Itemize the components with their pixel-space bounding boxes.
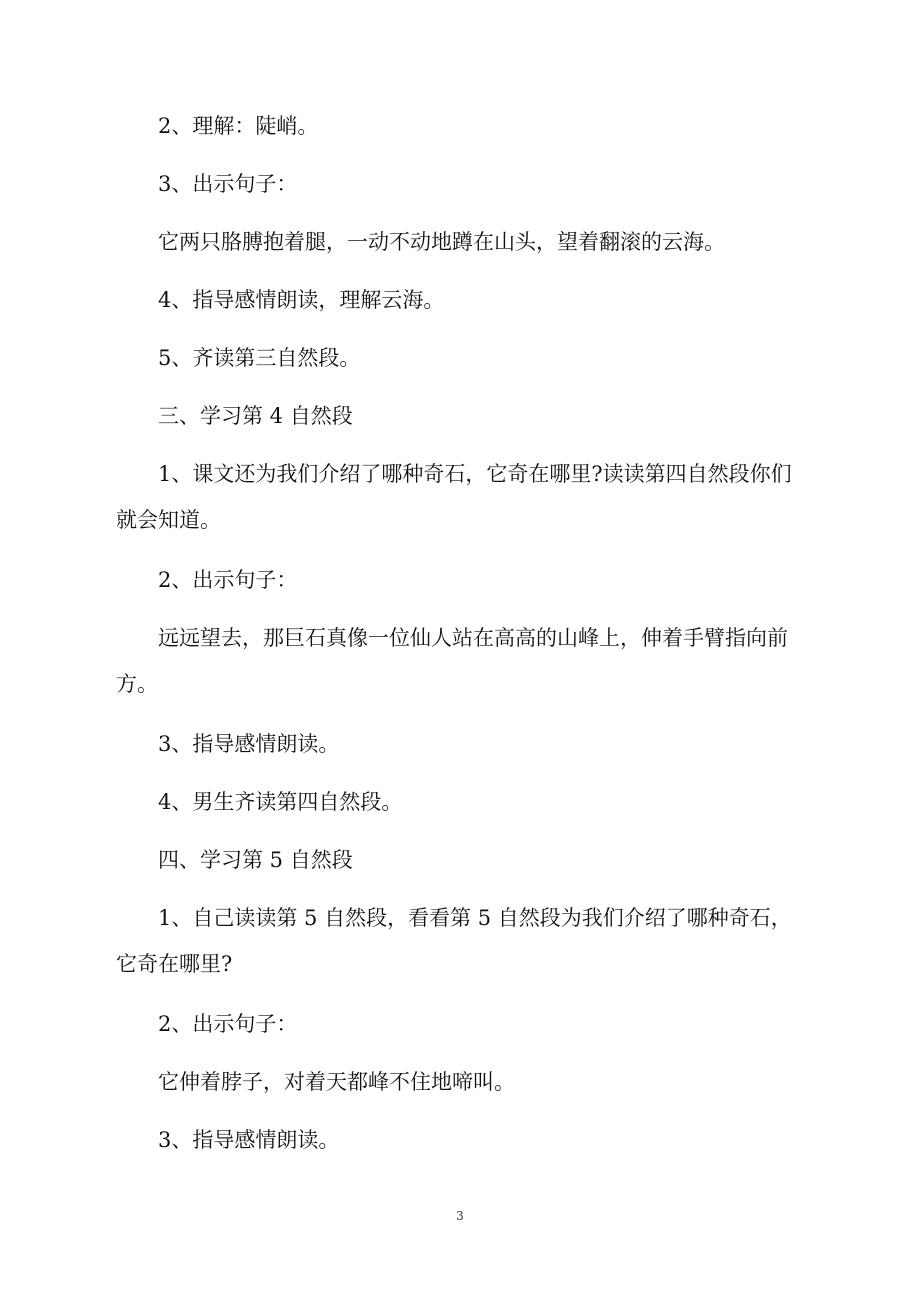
paragraph-emotional-reading-3: 3、指导感情朗读。 (158, 1128, 340, 1152)
section-heading-para-4: 三、学习第 4 自然段 (158, 404, 353, 428)
paragraph-quote-immortal-stone: 远远望去，那巨石真像一位仙人站在高高的山峰上，伸着手臂指向前方。 (116, 626, 788, 696)
paragraph-show-sentence-1: 3、出示句子： (158, 172, 298, 196)
section-heading-para-5: 四、学习第 5 自然段 (158, 848, 353, 872)
paragraph-show-sentence-3: 2、出示句子： (158, 1012, 298, 1036)
paragraph-question-para-4: 1、课文还为我们介绍了哪种奇石，它奇在哪里?读读第四自然段你们就会知道。 (116, 462, 792, 532)
paragraph-emotional-reading-1: 4、指导感情朗读，理解云海。 (158, 288, 445, 312)
paragraph-show-sentence-2: 2、出示句子： (158, 568, 298, 592)
paragraph-question-para-5: 1、自己读读第 5 自然段，看看第 5 自然段为我们介绍了哪种奇石，它奇在哪里? (116, 906, 792, 976)
paragraph-quote-rooster-stone: 它伸着脖子，对着天都峰不住地啼叫。 (158, 1070, 515, 1094)
page-number: 3 (456, 1209, 464, 1223)
paragraph-boys-read-para-4: 4、男生齐读第四自然段。 (158, 790, 403, 814)
paragraph-quote-squatting-stone: 它两只胳膊抱着腿，一动不动地蹲在山头，望着翻滚的云海。 (158, 230, 725, 254)
paragraph-understand-steep: 2、理解：陡峭。 (158, 114, 319, 138)
paragraph-emotional-reading-2: 3、指导感情朗读。 (158, 732, 340, 756)
paragraph-read-para-3: 5、齐读第三自然段。 (158, 346, 361, 370)
